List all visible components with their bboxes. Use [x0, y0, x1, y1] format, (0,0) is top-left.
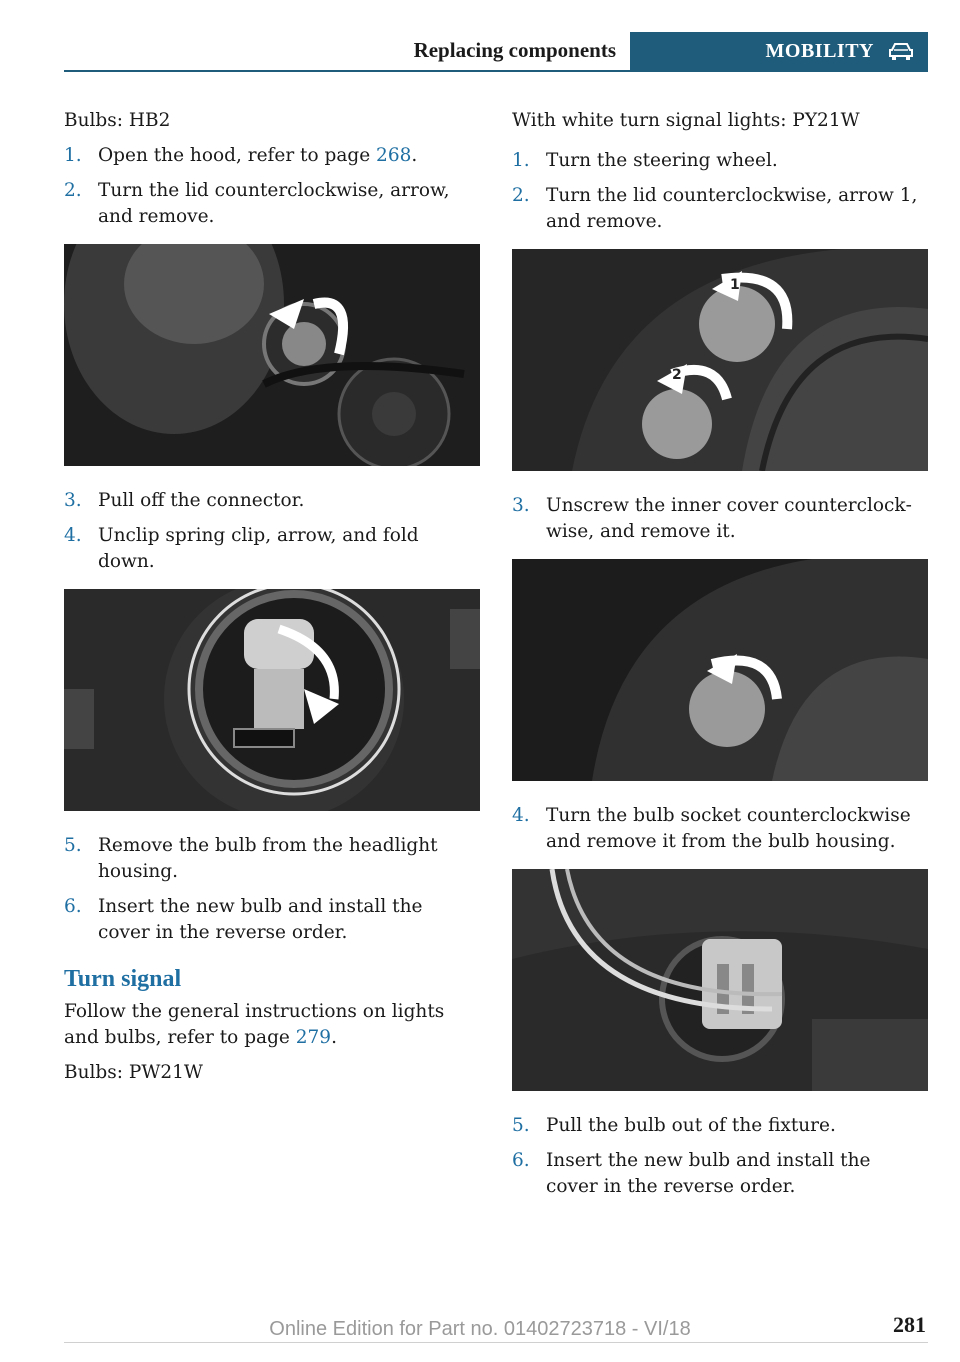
section-label: MOBILITY [765, 39, 874, 62]
step-number: 1. [64, 145, 82, 166]
step-text: Turn the bulb socket counterclockwise and remove it from the bulb housing. [546, 805, 911, 852]
page-number: 281 [893, 1312, 926, 1337]
step-text: Turn the lid counterclockwise, arrow 1, and remove. [546, 185, 918, 232]
paragraph-text: Follow the general instructions on lights and bulbs, refer to page [64, 1001, 445, 1048]
step-item [512, 803, 928, 855]
paragraph-text: . [331, 1027, 337, 1048]
chapter-title: Replacing components [413, 38, 616, 62]
step-item [64, 143, 480, 169]
car-icon [888, 41, 914, 61]
step-number: 6. [512, 1150, 530, 1171]
step-number: 3. [512, 495, 530, 516]
step-text-part: Open the hood, refer to page [98, 145, 377, 166]
step-number: 5. [512, 1115, 530, 1136]
headlight-lid-photo [64, 244, 480, 466]
step-text: Unclip spring clip, arrow, and fold down. [98, 525, 419, 572]
bulb-type-py21w: With white turn signal lights: PY21W [512, 110, 860, 131]
step-text [98, 143, 480, 169]
section-heading-turn-signal: Turn signal [64, 966, 182, 992]
step-text: Turn the lid counterclockwise, arrow, and remove. [98, 180, 450, 227]
step-item [64, 523, 480, 575]
page-link[interactable]: 268 [376, 145, 412, 166]
step-item [64, 894, 480, 946]
step-text: Insert the new bulb and install the cover in the reverse order. [98, 896, 423, 943]
paragraph [64, 999, 480, 1051]
step-item [512, 1148, 928, 1200]
bulb-type-pw21w: Bulbs: PW21W [64, 1062, 203, 1083]
step-text: Pull off the connector. [98, 490, 305, 511]
step-number: 5. [64, 835, 82, 856]
step-number: 1. [512, 150, 530, 171]
step-item [64, 833, 480, 885]
bulb-socket-photo [512, 869, 928, 1091]
step-number: 4. [64, 525, 82, 546]
header-rule [64, 70, 928, 72]
inner-cover-photo [512, 559, 928, 781]
page-header [64, 32, 928, 72]
edition-footer: Online Edition for Part no. 01402723718 - VI/18 [269, 1318, 691, 1340]
step-number: 2. [64, 180, 82, 201]
step-item [512, 183, 928, 235]
spring-clip-photo [64, 589, 480, 811]
step-item [512, 1113, 928, 1139]
step-number: 2. [512, 185, 530, 206]
step-number: 4. [512, 805, 530, 826]
section-tab [630, 32, 928, 70]
step-text-part: . [411, 145, 418, 166]
step-item [512, 493, 928, 545]
step-item [512, 148, 928, 174]
step-text: Remove the bulb from the headlight housing. [98, 835, 438, 882]
step-text: Pull the bulb out of the fixture. [546, 1115, 836, 1136]
step-text: Turn the steering wheel. [546, 150, 778, 171]
step-text: Unscrew the inner cover counterclock‐wise, and remove it. [546, 495, 912, 542]
step-number: 3. [64, 490, 82, 511]
photo-label: 1 [730, 277, 740, 293]
step-item [64, 178, 480, 230]
step-number: 6. [64, 896, 82, 917]
bulb-type-hb2: Bulbs: HB2 [64, 110, 171, 131]
footer-rule [64, 1342, 928, 1343]
step-item [64, 488, 480, 514]
page-link[interactable]: 279 [295, 1027, 332, 1048]
step-text: Insert the new bulb and install the cover in the reverse order. [546, 1150, 871, 1197]
right-column [512, 108, 928, 1209]
wheel-arch-lid-photo [512, 249, 928, 471]
left-column [64, 108, 480, 1086]
photo-label: 2 [672, 367, 682, 383]
